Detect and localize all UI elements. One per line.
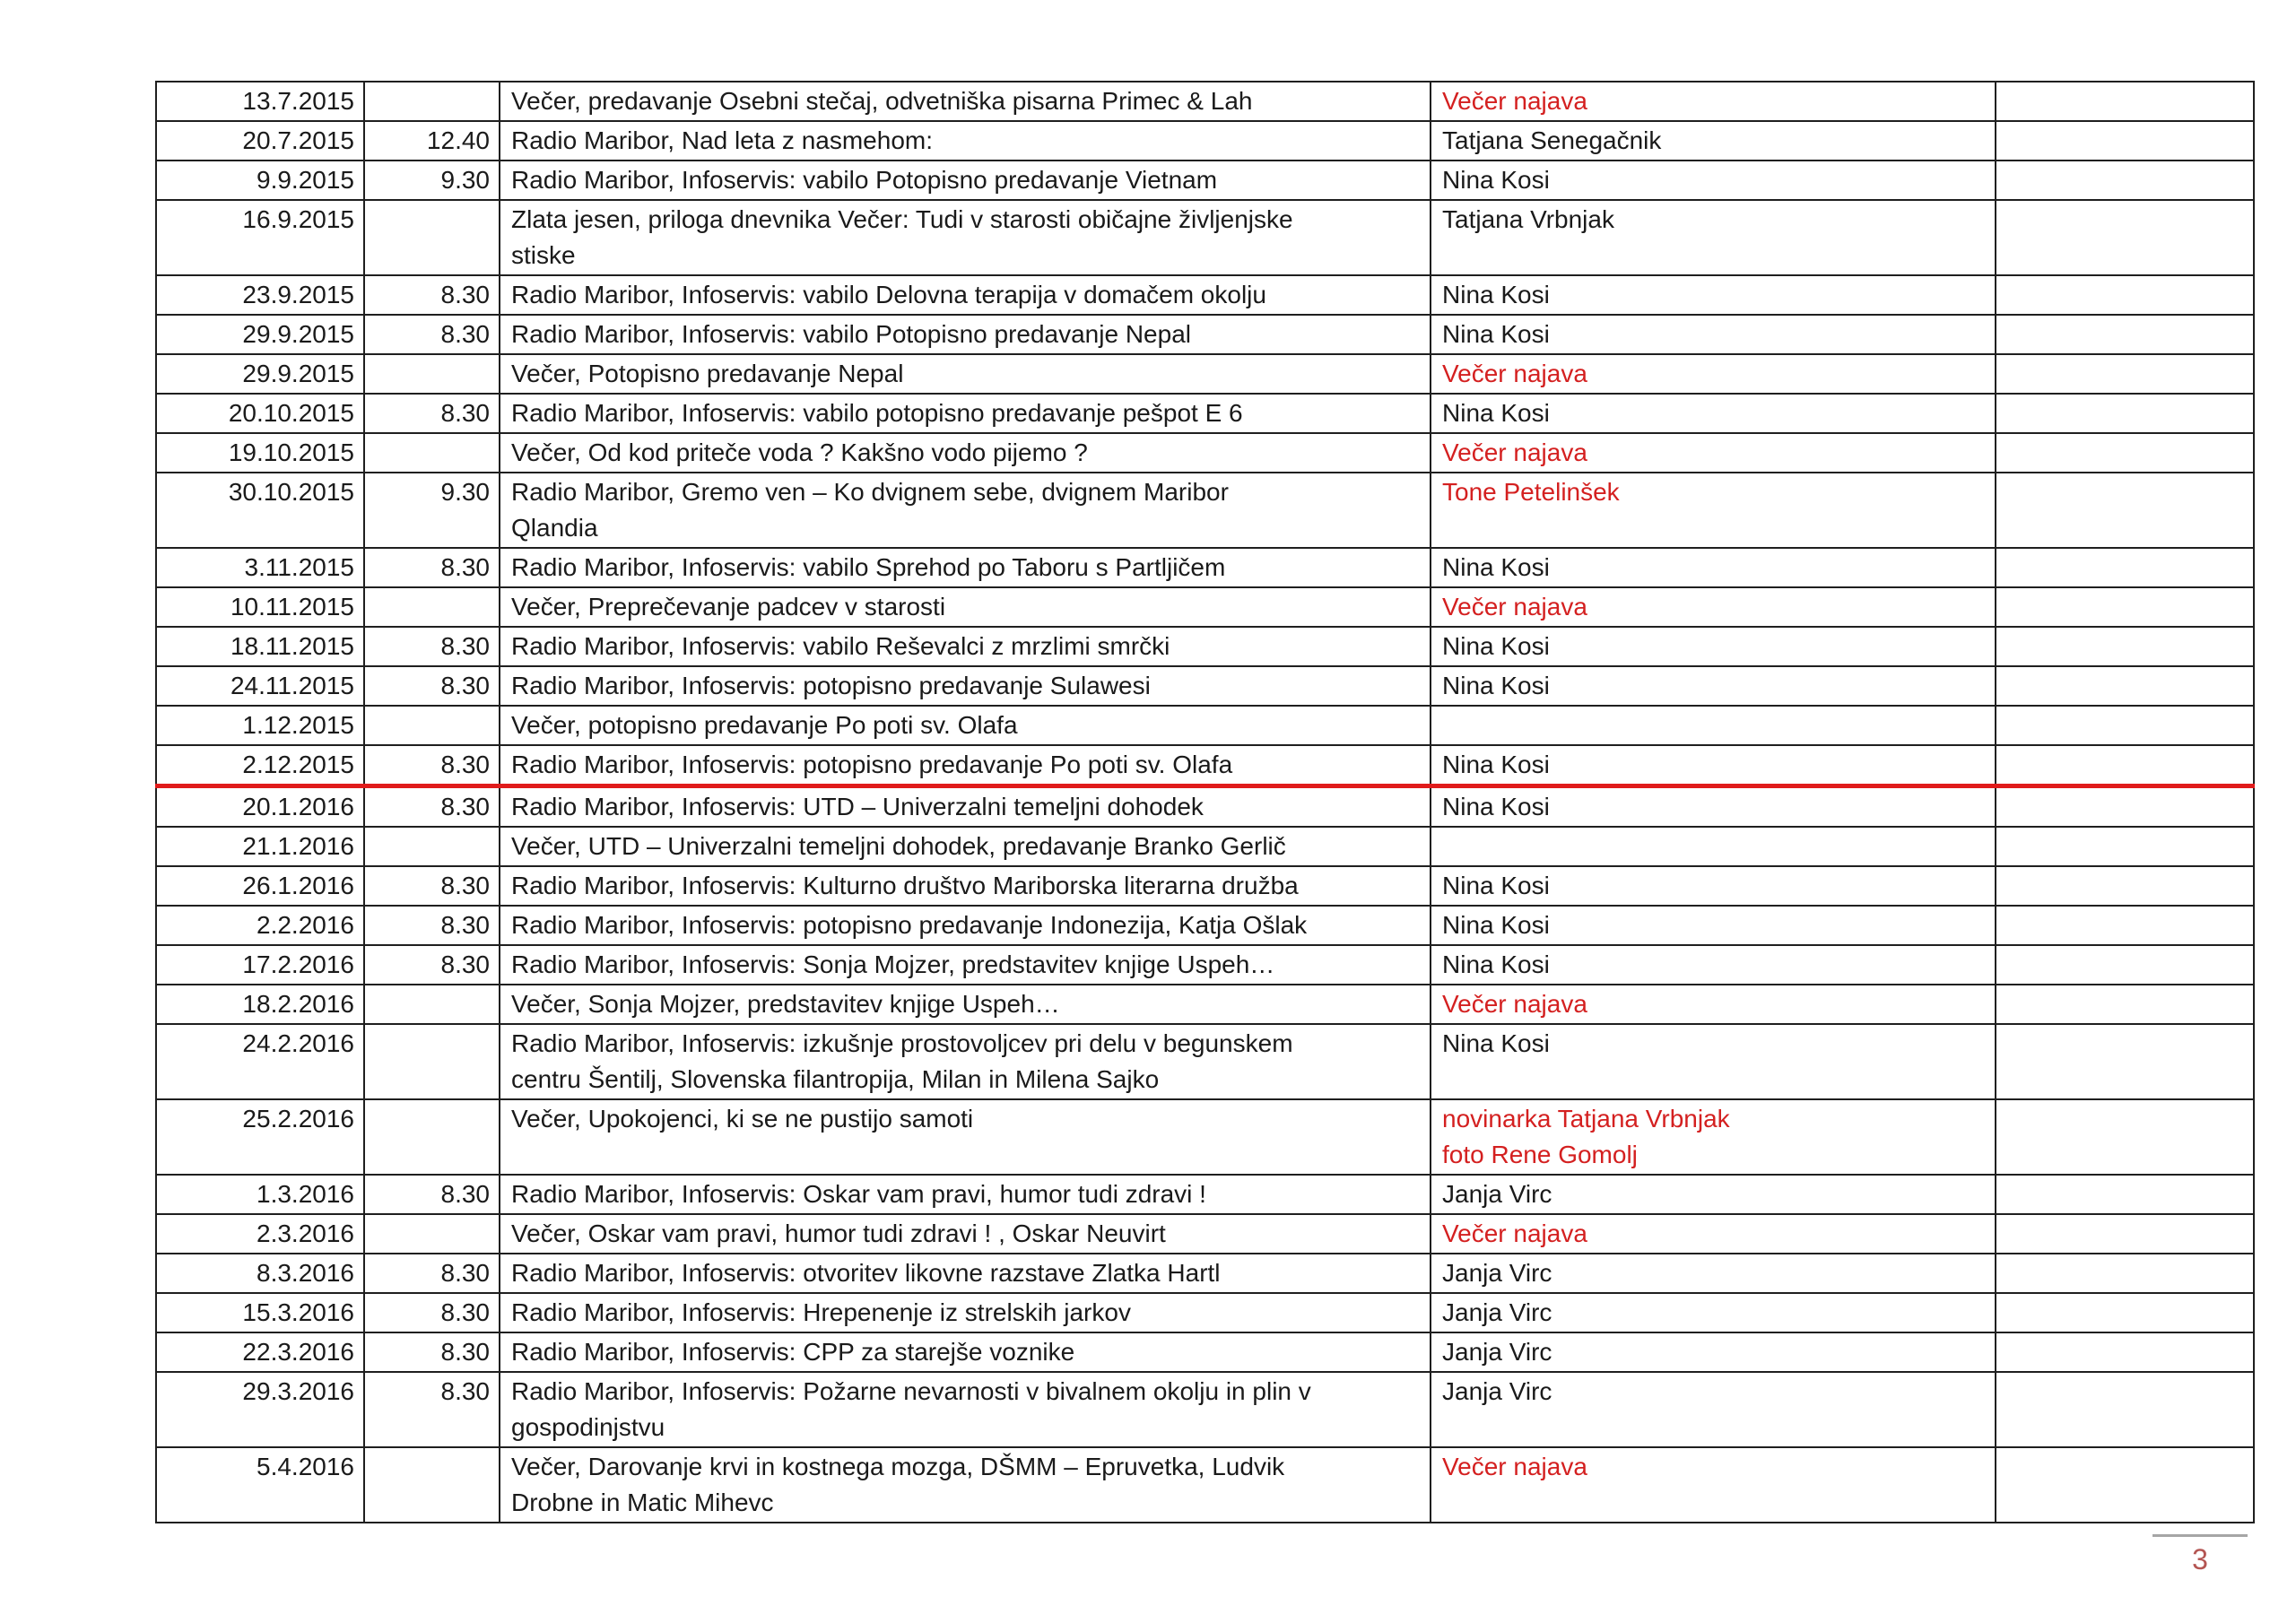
description-cell: Radio Maribor, Infoservis: vabilo Reševalci z mrzlimi smrčki	[500, 627, 1431, 666]
time-cell: 12.40	[364, 121, 500, 161]
contact-cell: Večer najava	[1431, 587, 1996, 627]
description-cell: Radio Maribor, Infoservis: Kulturno društvo Mariborska literarna družba	[500, 866, 1431, 906]
table-row	[156, 275, 2254, 315]
description-cell: Radio Maribor, Infoservis: izkušnje prostovoljcev pri delu v begunskem centru Šentilj, Slovenska filantropija, Milan in Milena Sajko	[500, 1024, 1431, 1099]
page-number: 3	[2192, 1543, 2208, 1575]
description-cell: Radio Maribor, Infoservis: vabilo Potopisno predavanje Vietnam	[500, 161, 1431, 200]
table-row	[156, 866, 2254, 906]
contact-cell: Nina Kosi	[1431, 394, 1996, 433]
table-row	[156, 786, 2254, 828]
date-cell: 3.11.2015	[156, 548, 364, 587]
contact-cell: Nina Kosi	[1431, 866, 1996, 906]
notes-cell	[1996, 161, 2254, 200]
table-row	[156, 1099, 2254, 1175]
date-cell: 29.9.2015	[156, 315, 364, 354]
date-cell: 17.2.2016	[156, 945, 364, 985]
contact-cell: Večer najava	[1431, 1447, 1996, 1523]
time-cell	[364, 354, 500, 394]
table-row	[156, 1332, 2254, 1372]
time-cell: 9.30	[364, 161, 500, 200]
contact-cell: Nina Kosi	[1431, 745, 1996, 786]
date-cell: 20.7.2015	[156, 121, 364, 161]
date-cell: 2.3.2016	[156, 1214, 364, 1254]
contact-cell: Večer najava	[1431, 82, 1996, 121]
description-cell: Radio Maribor, Nad leta z nasmehom:	[500, 121, 1431, 161]
description-cell: Radio Maribor, Gremo ven – Ko dvignem sebe, dvignem Maribor Qlandia	[500, 473, 1431, 548]
description-cell: Radio Maribor, Infoservis: vabilo Delovna terapija v domačem okolju	[500, 275, 1431, 315]
notes-cell	[1996, 745, 2254, 786]
time-cell	[364, 82, 500, 121]
date-cell: 8.3.2016	[156, 1254, 364, 1293]
date-cell: 16.9.2015	[156, 200, 364, 275]
table-row	[156, 473, 2254, 548]
time-cell: 8.30	[364, 275, 500, 315]
notes-cell	[1996, 827, 2254, 866]
table-row	[156, 1024, 2254, 1099]
date-cell: 1.12.2015	[156, 706, 364, 745]
contact-cell: Nina Kosi	[1431, 666, 1996, 706]
contact-cell: Nina Kosi	[1431, 161, 1996, 200]
table-row	[156, 200, 2254, 275]
time-cell: 8.30	[364, 786, 500, 828]
contact-cell: Nina Kosi	[1431, 315, 1996, 354]
contact-cell: Tatjana Vrbnjak	[1431, 200, 1996, 275]
description-cell: Radio Maribor, Infoservis: Sonja Mojzer, predstavitev knjige Uspeh…	[500, 945, 1431, 985]
description-cell: Radio Maribor, Infoservis: potopisno predavanje Indonezija, Katja Ošlak	[500, 906, 1431, 945]
contact-cell	[1431, 827, 1996, 866]
contact-cell: Janja Virc	[1431, 1175, 1996, 1214]
date-cell: 18.2.2016	[156, 985, 364, 1024]
description-cell: Večer, Upokojenci, ki se ne pustijo samoti	[500, 1099, 1431, 1175]
table-row	[156, 548, 2254, 587]
time-cell: 9.30	[364, 473, 500, 548]
date-cell: 26.1.2016	[156, 866, 364, 906]
table-row	[156, 1372, 2254, 1447]
table-row	[156, 666, 2254, 706]
time-cell: 8.30	[364, 1372, 500, 1447]
table-row	[156, 82, 2254, 121]
date-cell: 5.4.2016	[156, 1447, 364, 1523]
notes-cell	[1996, 1372, 2254, 1447]
notes-cell	[1996, 706, 2254, 745]
notes-cell	[1996, 315, 2254, 354]
description-cell: Radio Maribor, Infoservis: potopisno predavanje Sulawesi	[500, 666, 1431, 706]
notes-cell	[1996, 906, 2254, 945]
time-cell	[364, 433, 500, 473]
description-cell: Radio Maribor, Infoservis: vabilo potopisno predavanje pešpot E 6	[500, 394, 1431, 433]
notes-cell	[1996, 1175, 2254, 1214]
date-cell: 24.2.2016	[156, 1024, 364, 1099]
contact-cell: Večer najava	[1431, 1214, 1996, 1254]
table-row	[156, 161, 2254, 200]
description-cell: Radio Maribor, Infoservis: Hrepenenje iz strelskih jarkov	[500, 1293, 1431, 1332]
notes-cell	[1996, 82, 2254, 121]
date-cell: 22.3.2016	[156, 1332, 364, 1372]
time-cell: 8.30	[364, 1254, 500, 1293]
table-row	[156, 394, 2254, 433]
table-row	[156, 1175, 2254, 1214]
media-appearances-table	[155, 81, 2255, 1523]
contact-cell	[1431, 706, 1996, 745]
time-cell	[364, 587, 500, 627]
table-row	[156, 1254, 2254, 1293]
time-cell: 8.30	[364, 548, 500, 587]
date-cell: 30.10.2015	[156, 473, 364, 548]
table-row	[156, 827, 2254, 866]
contact-cell: Nina Kosi	[1431, 906, 1996, 945]
time-cell: 8.30	[364, 866, 500, 906]
notes-cell	[1996, 985, 2254, 1024]
table-row	[156, 315, 2254, 354]
notes-cell	[1996, 354, 2254, 394]
table-row	[156, 706, 2254, 745]
table-row	[156, 354, 2254, 394]
description-cell: Zlata jesen, priloga dnevnika Večer: Tudi v starosti običajne življenjske stiske	[500, 200, 1431, 275]
time-cell: 8.30	[364, 1175, 500, 1214]
time-cell: 8.30	[364, 906, 500, 945]
table-row	[156, 945, 2254, 985]
notes-cell	[1996, 473, 2254, 548]
media-appearances-table-body	[156, 82, 2254, 1523]
footer-divider-line	[2152, 1534, 2248, 1537]
table-row	[156, 627, 2254, 666]
notes-cell	[1996, 786, 2254, 828]
description-cell: Večer, Darovanje krvi in kostnega mozga, DŠMM – Epruvetka, Ludvik Drobne in Matic Mihevc	[500, 1447, 1431, 1523]
contact-cell: Večer najava	[1431, 354, 1996, 394]
description-cell: Radio Maribor, Infoservis: Oskar vam pravi, humor tudi zdravi !	[500, 1175, 1431, 1214]
date-cell: 9.9.2015	[156, 161, 364, 200]
time-cell	[364, 1024, 500, 1099]
contact-cell: Janja Virc	[1431, 1293, 1996, 1332]
notes-cell	[1996, 1024, 2254, 1099]
description-cell: Večer, Potopisno predavanje Nepal	[500, 354, 1431, 394]
contact-cell: Janja Virc	[1431, 1372, 1996, 1447]
page-footer	[2152, 1534, 2248, 1575]
date-cell: 2.2.2016	[156, 906, 364, 945]
date-cell: 29.9.2015	[156, 354, 364, 394]
notes-cell	[1996, 548, 2254, 587]
contact-cell: Janja Virc	[1431, 1332, 1996, 1372]
notes-cell	[1996, 1254, 2254, 1293]
date-cell: 13.7.2015	[156, 82, 364, 121]
date-cell: 21.1.2016	[156, 827, 364, 866]
description-cell: Večer, Preprečevanje padcev v starosti	[500, 587, 1431, 627]
contact-cell: Večer najava	[1431, 433, 1996, 473]
time-cell	[364, 706, 500, 745]
contact-cell: Nina Kosi	[1431, 275, 1996, 315]
notes-cell	[1996, 945, 2254, 985]
description-cell: Večer, predavanje Osebni stečaj, odvetniška pisarna Primec & Lah	[500, 82, 1431, 121]
description-cell: Radio Maribor, Infoservis: UTD – Univerzalni temeljni dohodek	[500, 786, 1431, 828]
contact-cell: Nina Kosi	[1431, 945, 1996, 985]
notes-cell	[1996, 200, 2254, 275]
description-cell: Večer, Sonja Mojzer, predstavitev knjige Uspeh…	[500, 985, 1431, 1024]
date-cell: 19.10.2015	[156, 433, 364, 473]
description-cell: Večer, UTD – Univerzalni temeljni dohodek, predavanje Branko Gerlič	[500, 827, 1431, 866]
table-row	[156, 1447, 2254, 1523]
contact-cell: Janja Virc	[1431, 1254, 1996, 1293]
contact-cell: Nina Kosi	[1431, 627, 1996, 666]
notes-cell	[1996, 627, 2254, 666]
table-row	[156, 1214, 2254, 1254]
table-row	[156, 1293, 2254, 1332]
time-cell	[364, 1447, 500, 1523]
date-cell: 29.3.2016	[156, 1372, 364, 1447]
contact-cell: Nina Kosi	[1431, 786, 1996, 828]
notes-cell	[1996, 1293, 2254, 1332]
time-cell: 8.30	[364, 745, 500, 786]
time-cell: 8.30	[364, 1332, 500, 1372]
contact-cell: Večer najava	[1431, 985, 1996, 1024]
table-row	[156, 985, 2254, 1024]
contact-cell: Nina Kosi	[1431, 548, 1996, 587]
description-cell: Radio Maribor, Infoservis: CPP za starejše voznike	[500, 1332, 1431, 1372]
description-cell: Večer, Oskar vam pravi, humor tudi zdravi ! , Oskar Neuvirt	[500, 1214, 1431, 1254]
time-cell: 8.30	[364, 394, 500, 433]
contact-cell: Tatjana Senegačnik	[1431, 121, 1996, 161]
notes-cell	[1996, 433, 2254, 473]
date-cell: 25.2.2016	[156, 1099, 364, 1175]
notes-cell	[1996, 1214, 2254, 1254]
notes-cell	[1996, 666, 2254, 706]
contact-cell: Nina Kosi	[1431, 1024, 1996, 1099]
notes-cell	[1996, 1099, 2254, 1175]
date-cell: 23.9.2015	[156, 275, 364, 315]
table-row	[156, 906, 2254, 945]
time-cell: 8.30	[364, 666, 500, 706]
date-cell: 18.11.2015	[156, 627, 364, 666]
contact-cell: Tone Petelinšek	[1431, 473, 1996, 548]
notes-cell	[1996, 1447, 2254, 1523]
date-cell: 15.3.2016	[156, 1293, 364, 1332]
time-cell: 8.30	[364, 1293, 500, 1332]
time-cell	[364, 1214, 500, 1254]
notes-cell	[1996, 1332, 2254, 1372]
contact-cell: novinarka Tatjana Vrbnjak foto Rene Gomolj	[1431, 1099, 1996, 1175]
description-cell: Večer, potopisno predavanje Po poti sv. Olafa	[500, 706, 1431, 745]
date-cell: 20.1.2016	[156, 786, 364, 828]
table-row	[156, 745, 2254, 786]
notes-cell	[1996, 587, 2254, 627]
description-cell: Radio Maribor, Infoservis: Požarne nevarnosti v bivalnem okolju in plin v gospodinjstvu	[500, 1372, 1431, 1447]
time-cell: 8.30	[364, 315, 500, 354]
table-row	[156, 433, 2254, 473]
description-cell: Radio Maribor, Infoservis: otvoritev likovne razstave Zlatka Hartl	[500, 1254, 1431, 1293]
table-row	[156, 121, 2254, 161]
time-cell: 8.30	[364, 627, 500, 666]
date-cell: 24.11.2015	[156, 666, 364, 706]
description-cell: Radio Maribor, Infoservis: vabilo Potopisno predavanje Nepal	[500, 315, 1431, 354]
notes-cell	[1996, 394, 2254, 433]
notes-cell	[1996, 866, 2254, 906]
date-cell: 10.11.2015	[156, 587, 364, 627]
time-cell: 8.30	[364, 945, 500, 985]
table-row	[156, 587, 2254, 627]
time-cell	[364, 827, 500, 866]
notes-cell	[1996, 275, 2254, 315]
description-cell: Večer, Od kod priteče voda ? Kakšno vodo pijemo ?	[500, 433, 1431, 473]
date-cell: 2.12.2015	[156, 745, 364, 786]
date-cell: 20.10.2015	[156, 394, 364, 433]
date-cell: 1.3.2016	[156, 1175, 364, 1214]
time-cell	[364, 200, 500, 275]
time-cell	[364, 985, 500, 1024]
time-cell	[364, 1099, 500, 1175]
notes-cell	[1996, 121, 2254, 161]
description-cell: Radio Maribor, Infoservis: potopisno predavanje Po poti sv. Olafa	[500, 745, 1431, 786]
description-cell: Radio Maribor, Infoservis: vabilo Sprehod po Taboru s Partljičem	[500, 548, 1431, 587]
